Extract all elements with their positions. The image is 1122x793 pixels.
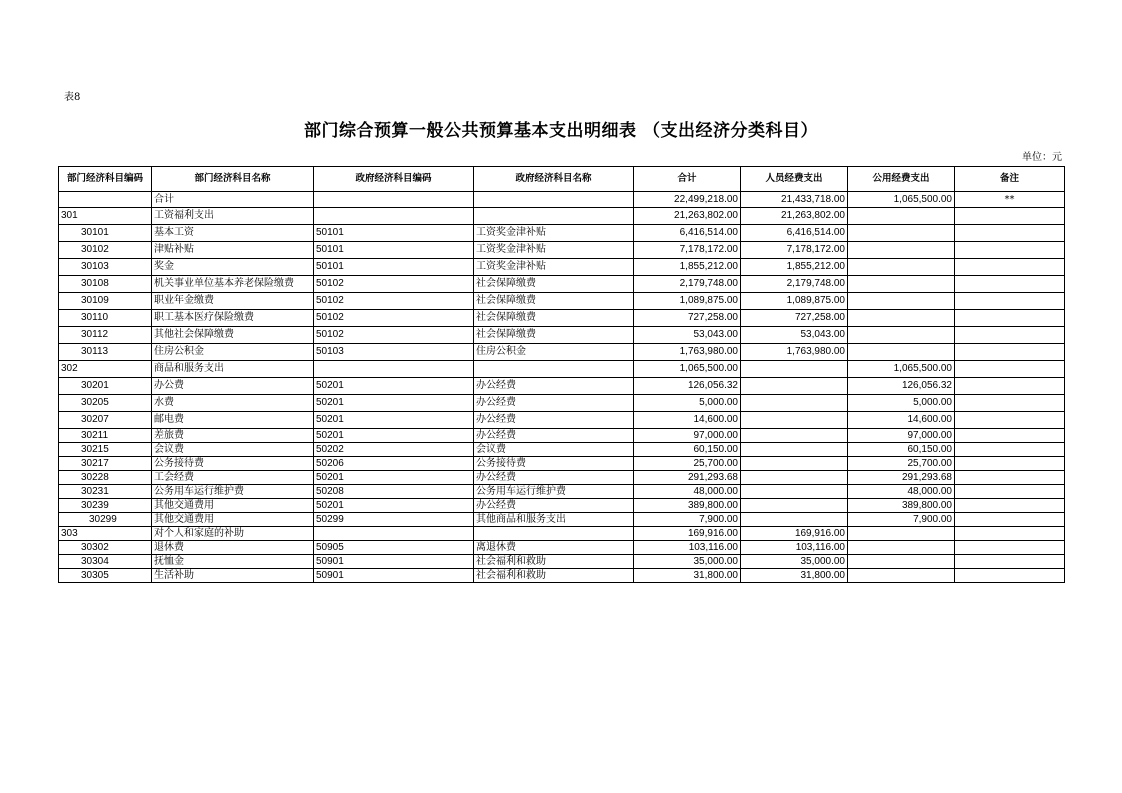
gov-code-cell: 50202	[314, 443, 474, 457]
total-cell: 126,056.32	[634, 378, 741, 395]
gov-code-cell: 50201	[314, 429, 474, 443]
personnel-cell	[741, 513, 848, 527]
dept-code-cell: 30217	[59, 457, 152, 471]
public-cell	[848, 208, 955, 225]
note-cell	[955, 569, 1065, 583]
gov-code-cell: 50102	[314, 293, 474, 310]
dept-name-cell: 商品和服务支出	[152, 361, 314, 378]
dept-code-cell: 30215	[59, 443, 152, 457]
public-cell: 5,000.00	[848, 395, 955, 412]
gov-code-cell: 50102	[314, 276, 474, 293]
total-cell: 53,043.00	[634, 327, 741, 344]
gov-code-cell: 50201	[314, 499, 474, 513]
gov-code-cell: 50103	[314, 344, 474, 361]
table-row	[59, 378, 1065, 395]
dept-code-cell: 30207	[59, 412, 152, 429]
note-cell	[955, 527, 1065, 541]
public-cell: 48,000.00	[848, 485, 955, 499]
note-cell	[955, 361, 1065, 378]
total-cell: 7,900.00	[634, 513, 741, 527]
gov-code-cell: 50206	[314, 457, 474, 471]
table-row	[59, 541, 1065, 555]
column-header-total: 合计	[634, 167, 741, 192]
table-row	[59, 310, 1065, 327]
column-header-dept-code: 部门经济科目编码	[59, 167, 152, 192]
gov-name-cell: 工资奖金津补贴	[474, 225, 634, 242]
note-cell	[955, 471, 1065, 485]
note-cell	[955, 457, 1065, 471]
table-row	[59, 293, 1065, 310]
personnel-cell: 2,179,748.00	[741, 276, 848, 293]
table-row	[59, 242, 1065, 259]
gov-code-cell: 50905	[314, 541, 474, 555]
gov-name-cell: 工资奖金津补贴	[474, 259, 634, 276]
note-cell: **	[955, 192, 1065, 208]
dept-code-cell: 30211	[59, 429, 152, 443]
personnel-cell: 1,855,212.00	[741, 259, 848, 276]
dept-name-cell: 住房公积金	[152, 344, 314, 361]
total-cell: 31,800.00	[634, 569, 741, 583]
note-cell	[955, 327, 1065, 344]
gov-name-cell: 公务接待费	[474, 457, 634, 471]
gov-name-cell	[474, 361, 634, 378]
total-cell: 727,258.00	[634, 310, 741, 327]
dept-code-cell: 30108	[59, 276, 152, 293]
table-row	[59, 276, 1065, 293]
public-cell: 14,600.00	[848, 412, 955, 429]
gov-name-cell: 办公经费	[474, 471, 634, 485]
dept-code-cell: 302	[59, 361, 152, 378]
table-row	[59, 569, 1065, 583]
personnel-cell: 727,258.00	[741, 310, 848, 327]
total-cell: 35,000.00	[634, 555, 741, 569]
total-cell: 5,000.00	[634, 395, 741, 412]
gov-code-cell	[314, 527, 474, 541]
column-header-dept-name: 部门经济科目名称	[152, 167, 314, 192]
gov-name-cell: 社会保障缴费	[474, 293, 634, 310]
note-cell	[955, 395, 1065, 412]
column-header-gov-name: 政府经济科目名称	[474, 167, 634, 192]
dept-name-cell: 其他交通费用	[152, 513, 314, 527]
dept-name-cell: 工会经费	[152, 471, 314, 485]
public-cell	[848, 225, 955, 242]
dept-code-cell	[59, 192, 152, 208]
dept-name-cell: 基本工资	[152, 225, 314, 242]
dept-name-cell: 生活补助	[152, 569, 314, 583]
dept-code-cell: 30110	[59, 310, 152, 327]
personnel-cell	[741, 485, 848, 499]
personnel-cell	[741, 361, 848, 378]
dept-name-cell: 公务接待费	[152, 457, 314, 471]
public-cell	[848, 327, 955, 344]
public-cell: 60,150.00	[848, 443, 955, 457]
table-row	[59, 259, 1065, 276]
column-header-gov-code: 政府经济科目编码	[314, 167, 474, 192]
total-cell: 1,763,980.00	[634, 344, 741, 361]
dept-code-cell: 30201	[59, 378, 152, 395]
total-cell: 22,499,218.00	[634, 192, 741, 208]
dept-name-cell: 对个人和家庭的补助	[152, 527, 314, 541]
gov-code-cell: 50901	[314, 569, 474, 583]
total-cell: 1,065,500.00	[634, 361, 741, 378]
table-row	[59, 443, 1065, 457]
note-cell	[955, 443, 1065, 457]
personnel-cell: 21,433,718.00	[741, 192, 848, 208]
table-body	[59, 192, 1065, 583]
dept-name-cell: 津贴补贴	[152, 242, 314, 259]
public-cell	[848, 259, 955, 276]
table-row	[59, 327, 1065, 344]
gov-code-cell: 50102	[314, 310, 474, 327]
dept-code-cell: 30101	[59, 225, 152, 242]
total-cell: 14,600.00	[634, 412, 741, 429]
table-row	[59, 361, 1065, 378]
gov-code-cell: 50101	[314, 225, 474, 242]
total-cell: 7,178,172.00	[634, 242, 741, 259]
public-cell: 1,065,500.00	[848, 361, 955, 378]
public-cell	[848, 242, 955, 259]
dept-code-cell: 30109	[59, 293, 152, 310]
note-cell	[955, 541, 1065, 555]
total-cell: 21,263,802.00	[634, 208, 741, 225]
dept-code-cell: 30113	[59, 344, 152, 361]
gov-code-cell	[314, 208, 474, 225]
public-cell: 97,000.00	[848, 429, 955, 443]
public-cell: 389,800.00	[848, 499, 955, 513]
gov-code-cell: 50201	[314, 471, 474, 485]
table-header-row	[59, 167, 1065, 192]
public-cell	[848, 569, 955, 583]
table-row	[59, 429, 1065, 443]
total-cell: 1,089,875.00	[634, 293, 741, 310]
total-cell: 1,855,212.00	[634, 259, 741, 276]
public-cell	[848, 555, 955, 569]
personnel-cell: 53,043.00	[741, 327, 848, 344]
personnel-cell: 1,089,875.00	[741, 293, 848, 310]
dept-code-cell: 30231	[59, 485, 152, 499]
total-cell: 169,916.00	[634, 527, 741, 541]
personnel-cell: 169,916.00	[741, 527, 848, 541]
gov-name-cell: 住房公积金	[474, 344, 634, 361]
personnel-cell	[741, 457, 848, 471]
gov-code-cell: 50201	[314, 412, 474, 429]
personnel-cell: 7,178,172.00	[741, 242, 848, 259]
total-cell: 389,800.00	[634, 499, 741, 513]
public-cell: 291,293.68	[848, 471, 955, 485]
personnel-cell: 1,763,980.00	[741, 344, 848, 361]
public-cell	[848, 276, 955, 293]
table-row	[59, 471, 1065, 485]
public-cell: 1,065,500.00	[848, 192, 955, 208]
note-cell	[955, 513, 1065, 527]
table-row	[59, 395, 1065, 412]
gov-name-cell: 办公经费	[474, 499, 634, 513]
table-row	[59, 344, 1065, 361]
dept-name-cell: 退休费	[152, 541, 314, 555]
public-cell	[848, 344, 955, 361]
note-cell	[955, 208, 1065, 225]
gov-code-cell: 50102	[314, 327, 474, 344]
gov-name-cell: 离退休费	[474, 541, 634, 555]
note-cell	[955, 310, 1065, 327]
note-cell	[955, 412, 1065, 429]
dept-name-cell: 其他交通费用	[152, 499, 314, 513]
column-header-personnel: 人员经费支出	[741, 167, 848, 192]
dept-name-cell: 会议费	[152, 443, 314, 457]
column-header-note: 备注	[955, 167, 1065, 192]
total-cell: 48,000.00	[634, 485, 741, 499]
gov-code-cell: 50101	[314, 242, 474, 259]
public-cell	[848, 541, 955, 555]
note-cell	[955, 344, 1065, 361]
total-cell: 25,700.00	[634, 457, 741, 471]
table-row	[59, 485, 1065, 499]
gov-name-cell: 办公经费	[474, 412, 634, 429]
total-cell: 2,179,748.00	[634, 276, 741, 293]
table-row	[59, 555, 1065, 569]
dept-code-cell: 301	[59, 208, 152, 225]
note-cell	[955, 499, 1065, 513]
dept-code-cell: 30305	[59, 569, 152, 583]
personnel-cell: 6,416,514.00	[741, 225, 848, 242]
dept-name-cell: 邮电费	[152, 412, 314, 429]
gov-name-cell: 社会福利和救助	[474, 555, 634, 569]
public-cell	[848, 293, 955, 310]
personnel-cell	[741, 378, 848, 395]
personnel-cell	[741, 429, 848, 443]
dept-code-cell: 30112	[59, 327, 152, 344]
personnel-cell: 35,000.00	[741, 555, 848, 569]
gov-code-cell: 50901	[314, 555, 474, 569]
public-cell: 7,900.00	[848, 513, 955, 527]
gov-name-cell: 社会福利和救助	[474, 569, 634, 583]
dept-name-cell: 机关事业单位基本养老保险缴费	[152, 276, 314, 293]
gov-code-cell: 50201	[314, 395, 474, 412]
table-row	[59, 225, 1065, 242]
personnel-cell	[741, 499, 848, 513]
table-row	[59, 527, 1065, 541]
gov-name-cell: 办公经费	[474, 429, 634, 443]
gov-name-cell	[474, 208, 634, 225]
gov-code-cell	[314, 361, 474, 378]
public-cell: 126,056.32	[848, 378, 955, 395]
public-cell	[848, 310, 955, 327]
dept-name-cell: 工资福利支出	[152, 208, 314, 225]
dept-code-cell: 30304	[59, 555, 152, 569]
table-row	[59, 208, 1065, 225]
dept-name-cell: 合计	[152, 192, 314, 208]
gov-name-cell: 办公经费	[474, 395, 634, 412]
public-cell	[848, 527, 955, 541]
total-cell: 291,293.68	[634, 471, 741, 485]
gov-name-cell	[474, 527, 634, 541]
dept-name-cell: 公务用车运行维护费	[152, 485, 314, 499]
dept-name-cell: 职工基本医疗保险缴费	[152, 310, 314, 327]
table-row	[59, 457, 1065, 471]
total-cell: 60,150.00	[634, 443, 741, 457]
personnel-cell	[741, 443, 848, 457]
dept-name-cell: 办公费	[152, 378, 314, 395]
personnel-cell: 103,116.00	[741, 541, 848, 555]
dept-name-cell: 水费	[152, 395, 314, 412]
gov-code-cell	[314, 192, 474, 208]
dept-name-cell: 差旅费	[152, 429, 314, 443]
dept-code-cell: 30239	[59, 499, 152, 513]
note-cell	[955, 429, 1065, 443]
table-row	[59, 412, 1065, 429]
dept-code-cell: 30228	[59, 471, 152, 485]
table-row	[59, 513, 1065, 527]
dept-code-cell: 303	[59, 527, 152, 541]
unit-label: 单位：元	[1022, 152, 1062, 163]
public-cell: 25,700.00	[848, 457, 955, 471]
personnel-cell: 21,263,802.00	[741, 208, 848, 225]
dept-code-cell: 30103	[59, 259, 152, 276]
personnel-cell: 31,800.00	[741, 569, 848, 583]
note-cell	[955, 259, 1065, 276]
total-cell: 103,116.00	[634, 541, 741, 555]
dept-code-cell: 30302	[59, 541, 152, 555]
gov-name-cell: 社会保障缴费	[474, 310, 634, 327]
total-cell: 97,000.00	[634, 429, 741, 443]
dept-name-cell: 职业年金缴费	[152, 293, 314, 310]
gov-name-cell: 其他商品和服务支出	[474, 513, 634, 527]
table-row	[59, 192, 1065, 208]
note-cell	[955, 225, 1065, 242]
note-cell	[955, 485, 1065, 499]
gov-name-cell: 社会保障缴费	[474, 276, 634, 293]
dept-name-cell: 奖金	[152, 259, 314, 276]
gov-name-cell	[474, 192, 634, 208]
dept-name-cell: 其他社会保障缴费	[152, 327, 314, 344]
gov-name-cell: 工资奖金津补贴	[474, 242, 634, 259]
note-cell	[955, 555, 1065, 569]
dept-code-cell: 30102	[59, 242, 152, 259]
gov-code-cell: 50208	[314, 485, 474, 499]
personnel-cell	[741, 412, 848, 429]
dept-code-cell: 30205	[59, 395, 152, 412]
gov-code-cell: 50299	[314, 513, 474, 527]
table-number: 表8	[64, 92, 81, 103]
note-cell	[955, 378, 1065, 395]
personnel-cell	[741, 471, 848, 485]
gov-name-cell: 社会保障缴费	[474, 327, 634, 344]
note-cell	[955, 293, 1065, 310]
note-cell	[955, 242, 1065, 259]
note-cell	[955, 276, 1065, 293]
page-title: 部门综合预算一般公共预算基本支出明细表 （支出经济分类科目）	[304, 121, 818, 141]
gov-code-cell: 50101	[314, 259, 474, 276]
gov-code-cell: 50201	[314, 378, 474, 395]
budget-table	[58, 166, 1065, 583]
total-cell: 6,416,514.00	[634, 225, 741, 242]
dept-code-cell: 30299	[59, 513, 152, 527]
column-header-public: 公用经费支出	[848, 167, 955, 192]
gov-name-cell: 公务用车运行维护费	[474, 485, 634, 499]
gov-name-cell: 会议费	[474, 443, 634, 457]
dept-name-cell: 抚恤金	[152, 555, 314, 569]
personnel-cell	[741, 395, 848, 412]
table-row	[59, 499, 1065, 513]
gov-name-cell: 办公经费	[474, 378, 634, 395]
